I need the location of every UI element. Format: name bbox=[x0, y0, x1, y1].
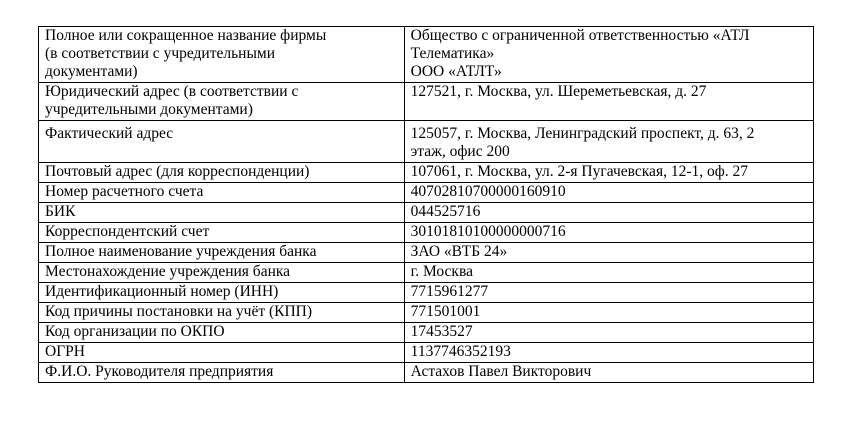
row-label: БИК bbox=[39, 203, 405, 223]
row-value: Астахов Павел Викторович bbox=[404, 363, 813, 383]
row-label: Корреспондентский счет bbox=[39, 223, 405, 243]
row-label: Фактический адрес bbox=[39, 121, 405, 163]
company-details-table bbox=[38, 26, 814, 383]
row-value: 127521, г. Москва, ул. Шереметьевская, д. 27 bbox=[404, 83, 813, 121]
row-label: ОГРН bbox=[39, 343, 405, 363]
row-label: Код причины постановки на учёт (КПП) bbox=[39, 303, 405, 323]
row-value: 771501001 bbox=[404, 303, 813, 323]
row-label: Почтовый адрес (для корреспонденции) bbox=[39, 163, 405, 183]
table-row bbox=[39, 323, 814, 343]
row-value: г. Москва bbox=[404, 263, 813, 283]
row-label: Полное наименование учреждения банка bbox=[39, 243, 405, 263]
table-row bbox=[39, 163, 814, 183]
table-row bbox=[39, 283, 814, 303]
table-row bbox=[39, 203, 814, 223]
table-row bbox=[39, 263, 814, 283]
row-label: Номер расчетного счета bbox=[39, 183, 405, 203]
row-value: ЗАО «ВТБ 24» bbox=[404, 243, 813, 263]
row-label: Местонахождение учреждения банка bbox=[39, 263, 405, 283]
table-row bbox=[39, 183, 814, 203]
table-row bbox=[39, 243, 814, 263]
table-row bbox=[39, 363, 814, 383]
row-label: Полное или сокращенное название фирмы (в соответствии с учредительными документами) bbox=[39, 27, 405, 83]
row-value: 30101810100000000716 bbox=[404, 223, 813, 243]
row-label: Ф.И.О. Руководителя предприятия bbox=[39, 363, 405, 383]
table-row bbox=[39, 121, 814, 163]
table-row bbox=[39, 343, 814, 363]
row-value: 125057, г. Москва, Ленинградский проспект, д. 63, 2 этаж, офис 200 bbox=[404, 121, 813, 163]
row-value: 7715961277 bbox=[404, 283, 813, 303]
row-value: 107061, г. Москва, ул. 2-я Пугачевская, 12-1, оф. 27 bbox=[404, 163, 813, 183]
table-row bbox=[39, 223, 814, 243]
row-value: 40702810700000160910 bbox=[404, 183, 813, 203]
row-label: Код организации по ОКПО bbox=[39, 323, 405, 343]
row-label: Юридический адрес (в соответствии с учредительными документами) bbox=[39, 83, 405, 121]
table-row bbox=[39, 303, 814, 323]
row-value: 17453527 bbox=[404, 323, 813, 343]
table-row bbox=[39, 27, 814, 83]
row-value: 044525716 bbox=[404, 203, 813, 223]
row-value: 1137746352193 bbox=[404, 343, 813, 363]
row-value: Общество с ограниченной ответственностью «АТЛ Телематика» ООО «АТЛТ» bbox=[404, 27, 813, 83]
row-label: Идентификационный номер (ИНН) bbox=[39, 283, 405, 303]
table-row bbox=[39, 83, 814, 121]
